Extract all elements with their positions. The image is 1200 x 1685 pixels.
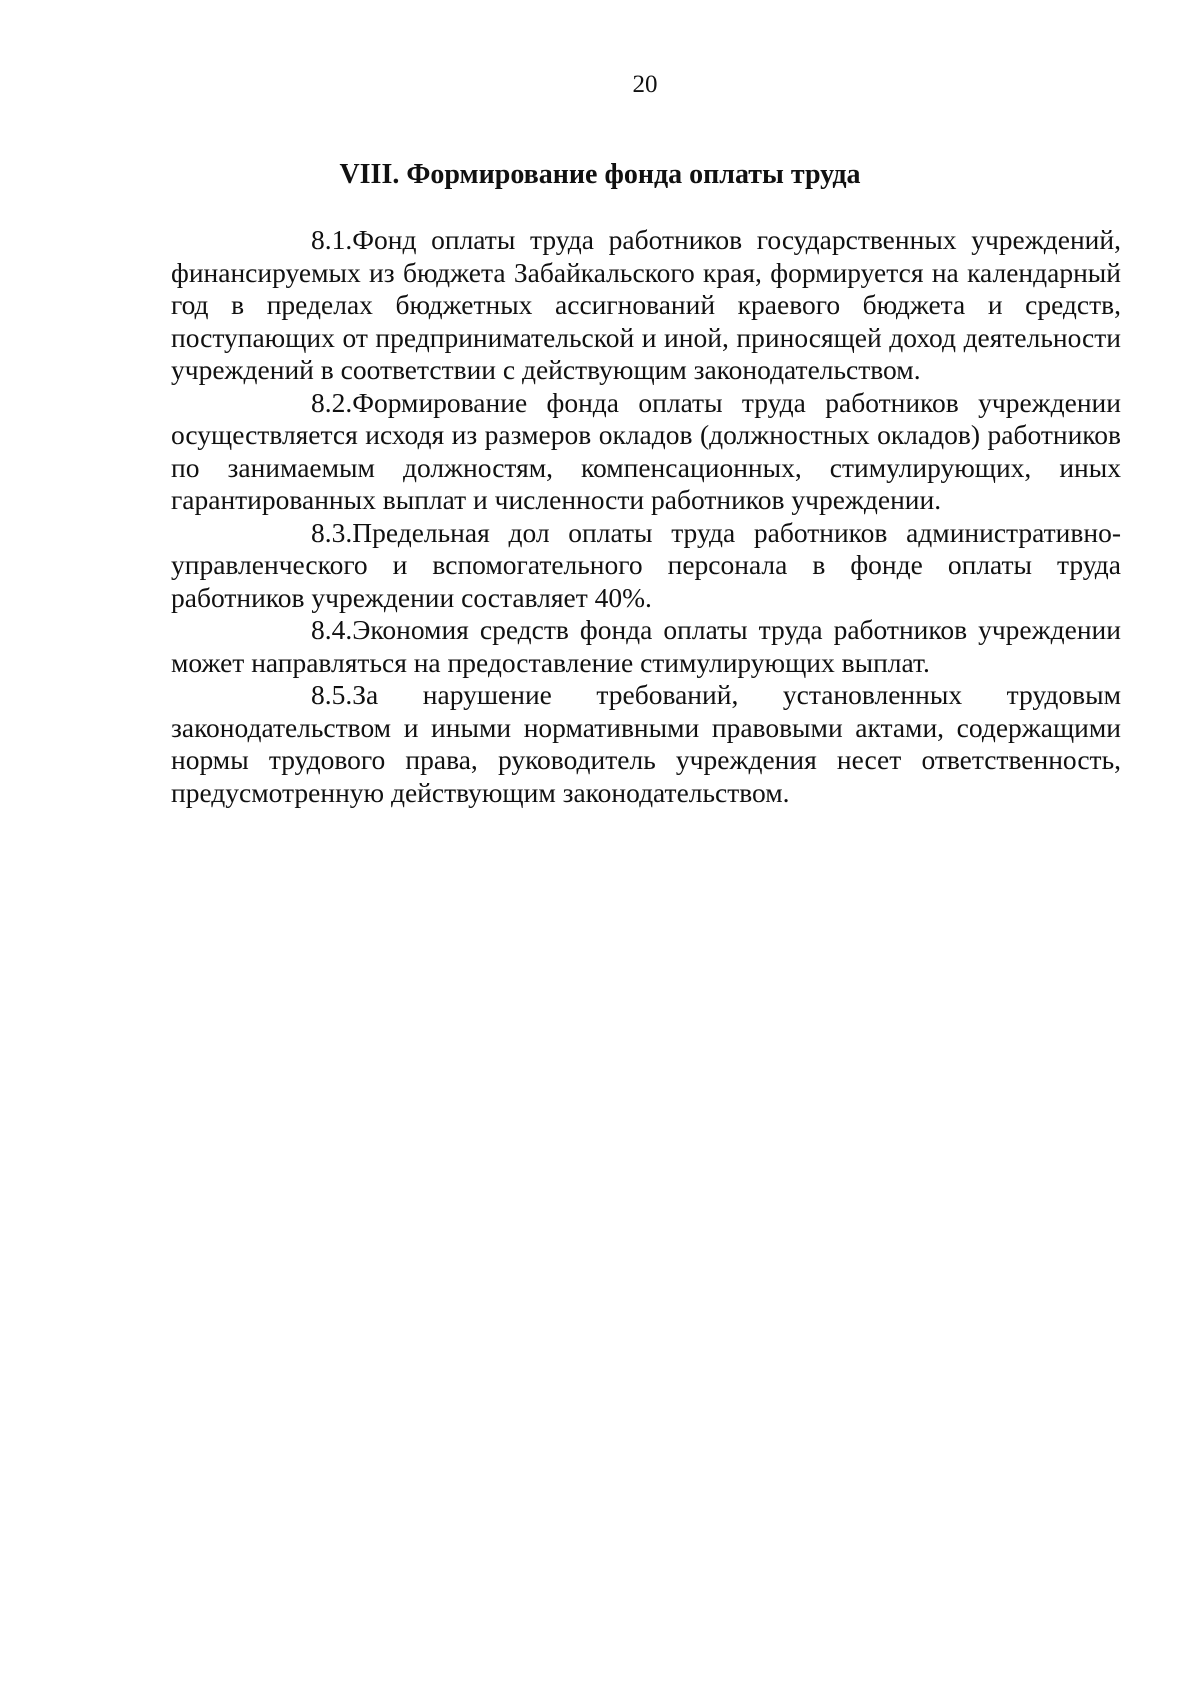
section-title: VIII. Формирование фонда оплаты труда xyxy=(339,159,861,190)
paragraph-8-4 xyxy=(171,614,1121,679)
paragraph-text: Экономия средств фонда оплаты труда работников учреждении может направляться на предоставление стимулирующих выплат. xyxy=(171,614,1121,678)
paragraph-number: 8.5. xyxy=(311,679,353,710)
paragraph-8-1 xyxy=(171,224,1121,387)
section-body xyxy=(171,224,1121,809)
paragraph-text: Формирование фонда оплаты труда работников учреждении осуществляется исходя из размеров окладов (должностных окладов) работников по занимаемым должностям, компенсационных, стимулирующих, иных гарантированных выплат и численности работников учреждении. xyxy=(171,386,1121,515)
paragraph-number: 8.1. xyxy=(311,224,353,255)
paragraph-number: 8.4. xyxy=(311,614,353,645)
paragraph-8-3 xyxy=(171,517,1121,615)
paragraph-text: Фонд оплаты труда работников государственных учреждений, финансируемых из бюджета Забайкальского края, формируется на календарный год в пределах бюджетных ассигнований краевого бюджета и средств, поступающих от предпринимательской и иной, приносящей доход деятельности учреждений в соответствии с действующим законодательством. xyxy=(171,224,1121,385)
paragraph-8-5 xyxy=(171,679,1121,809)
paragraph-text: За нарушение требований, установленных трудовым законодательством и иными нормативными правовыми актами, содержащими нормы трудового права, руководитель учреждения несет ответственность, предусмотренную действующим законодательством. xyxy=(171,679,1121,808)
paragraph-8-2 xyxy=(171,387,1121,517)
paragraph-text: Предельная дол оплаты труда работников административно-управленческого и вспомогательного персонала в фонде оплаты труда работников учреждении составляет 40%. xyxy=(171,516,1121,613)
page-number: 20 xyxy=(632,71,658,98)
paragraph-number: 8.2. xyxy=(311,386,353,418)
paragraph-number: 8.3. xyxy=(311,516,353,548)
